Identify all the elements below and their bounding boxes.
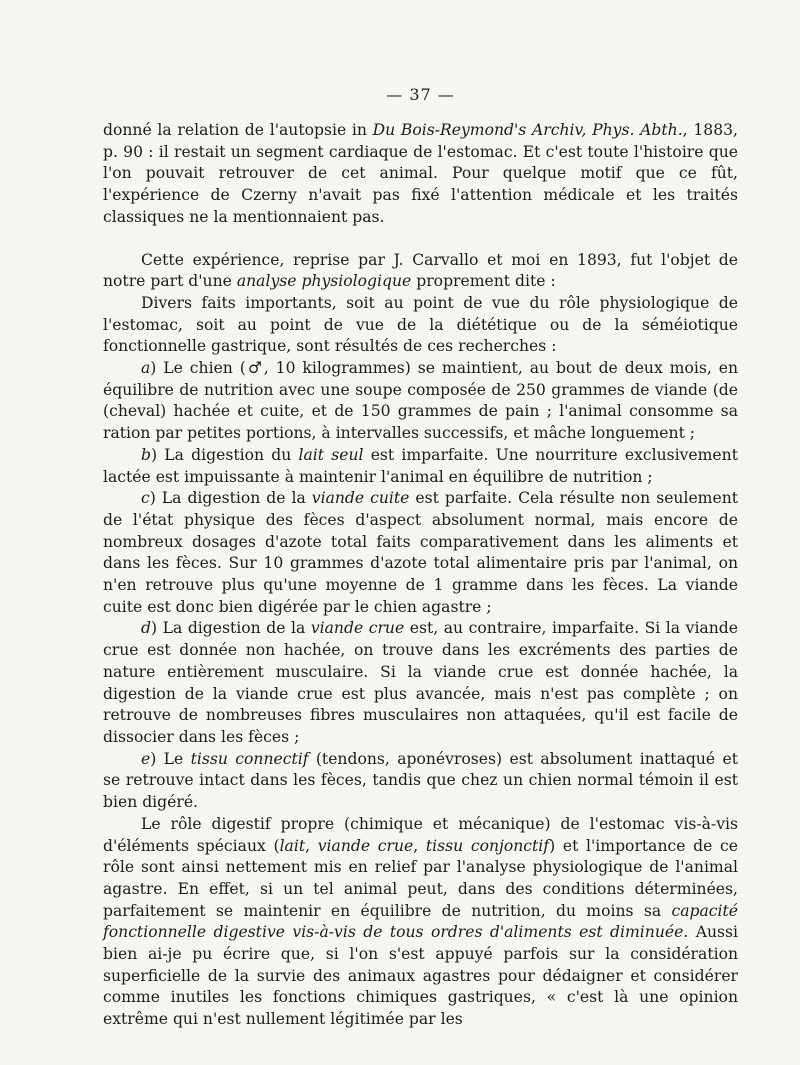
italic-run: viande cuite	[311, 489, 410, 508]
italic-run: viande crue	[317, 836, 414, 855]
text-run: ) et l'importance de ce rôle sont ainsi nettement mis en relief par l'analyse physiologique de l'animal agastre. En effet, si un tel animal peut, dans des conditions déterminées, parfaitement se maintenir en équilibre de nutrition, du moins sa	[103, 836, 738, 920]
paragraph	[103, 293, 738, 358]
text-run: , 1883, p. 90 : il restait un segment cardiaque de l'estomac. Et c'est toute l'histoire que l'on pouvait retrouver de cet animal. Pour quelque motif que ce fût, l'expérience de Czerny n'avait pas fixé l'attention médicale et les traités classiques ne la mentionnaient pas.	[103, 121, 738, 226]
paragraph	[103, 749, 738, 814]
italic-run: viande crue	[310, 619, 405, 638]
italic-run: a	[141, 359, 151, 378]
italic-run: tissu conjonctif	[425, 836, 550, 855]
text-run: Le rôle digestif propre (chimique et mécanique) de l'estomac vis-à-vis d'éléments spéciaux (	[103, 814, 738, 855]
paragraph	[103, 250, 738, 293]
text-run: ) Le	[150, 749, 191, 768]
text-run: est parfaite. Cela résulte non seulement de l'état physique des fèces d'aspect absolument normal, mais encore de nombreux dosages d'azote total faits comparativement dans les aliments et dans les fèces. Sur 10 grammes d'azote total alimentaire pris par l'animal, on n'en retrouve plus qu'une moyenne de 1 gramme dans les fèces. La viande cuite est donc bien digérée par le chien agastre ;	[103, 489, 739, 616]
italic-run: lait	[279, 836, 306, 855]
text-run: donné la relation de l'autopsie in	[103, 121, 373, 139]
text-run: proprement dite :	[411, 272, 556, 291]
italic-run: b	[141, 445, 151, 464]
text-run: Divers faits importants, soit au point de vue du rôle physiologique de l'estomac, soit au point de vue de la diététique ou de la séméiotique fonctionnelle gastrique, sont résultés de ces recherches :	[103, 293, 738, 356]
paragraph	[103, 120, 738, 229]
italic-run: Du Bois-Reymond's Archiv, Phys. Abth.	[372, 121, 683, 139]
text-run: Cette expérience, reprise par J. Carvallo et moi en 1893, fut l'objet de notre part d'une	[103, 250, 738, 291]
text-run: ,	[413, 836, 426, 855]
italic-run: c	[141, 489, 150, 508]
text-run: ) La digestion de la	[149, 489, 312, 508]
body-text	[103, 120, 738, 1031]
text-run: (tendons, aponévroses) est absolument inattaqué et se retrouve intact dans les fèces, tandis que chez un chien normal témoin il est bien digéré.	[103, 749, 738, 812]
italic-run: lait seul	[298, 445, 364, 464]
paragraph	[103, 445, 738, 488]
text-run: ,	[305, 836, 318, 855]
italic-run: capacité fonctionnelle digestive vis-à-vis de tous ordres d'aliments est diminuée	[103, 901, 738, 942]
text-run: ) La digestion de la	[150, 619, 311, 638]
text-run: ) Le chien (♂, 10 kilogrammes) se maintient, au bout de deux mois, en équilibre de nutrition avec une soupe composée de 250 grammes de viande (de (cheval) hachée et cuite, et de 150 grammes de pain ; l'animal consomme sa ration par petites portions, à intervalles successifs, et mâche longuement ;	[103, 359, 738, 443]
page-number: — 37 —	[386, 85, 455, 104]
paragraph	[103, 618, 738, 748]
text-run: . Aussi bien ai-je pu écrire que, si l'on s'est appuyé parfois sur la considération superficielle de la survie des animaux agastres pour dédaigner et considérer comme inutiles les fonctions chimiques gastriques, « c'est là une opinion extrême qui n'est nullement légitimée par les	[103, 923, 738, 1029]
italic-run: tissu connectif	[190, 749, 309, 768]
text-run: est imparfaite. Une nourriture exclusivement lactée est impuissante à maintenir l'animal en équilibre de nutrition ;	[103, 445, 738, 486]
paragraph	[103, 814, 738, 1031]
paragraph	[103, 358, 738, 445]
paragraph	[103, 488, 738, 618]
italic-run: d	[141, 619, 151, 638]
italic-run: analyse physiologique	[236, 272, 412, 291]
text-run: ) La digestion du	[150, 445, 299, 464]
italic-run: e	[141, 749, 151, 768]
text-run: est, au contraire, imparfaite. Si la viande crue est donnée non hachée, on trouve dans les excréments des parties de nature entièrement musculaire. Si la viande crue est donnée hachée, la digestion de la viande crue est plus avancée, mais n'est pas complète ; on retrouve de nombreuses fibres musculaires non attaquées, qu'il est facile de dissocier dans les fèces ;	[103, 619, 738, 746]
